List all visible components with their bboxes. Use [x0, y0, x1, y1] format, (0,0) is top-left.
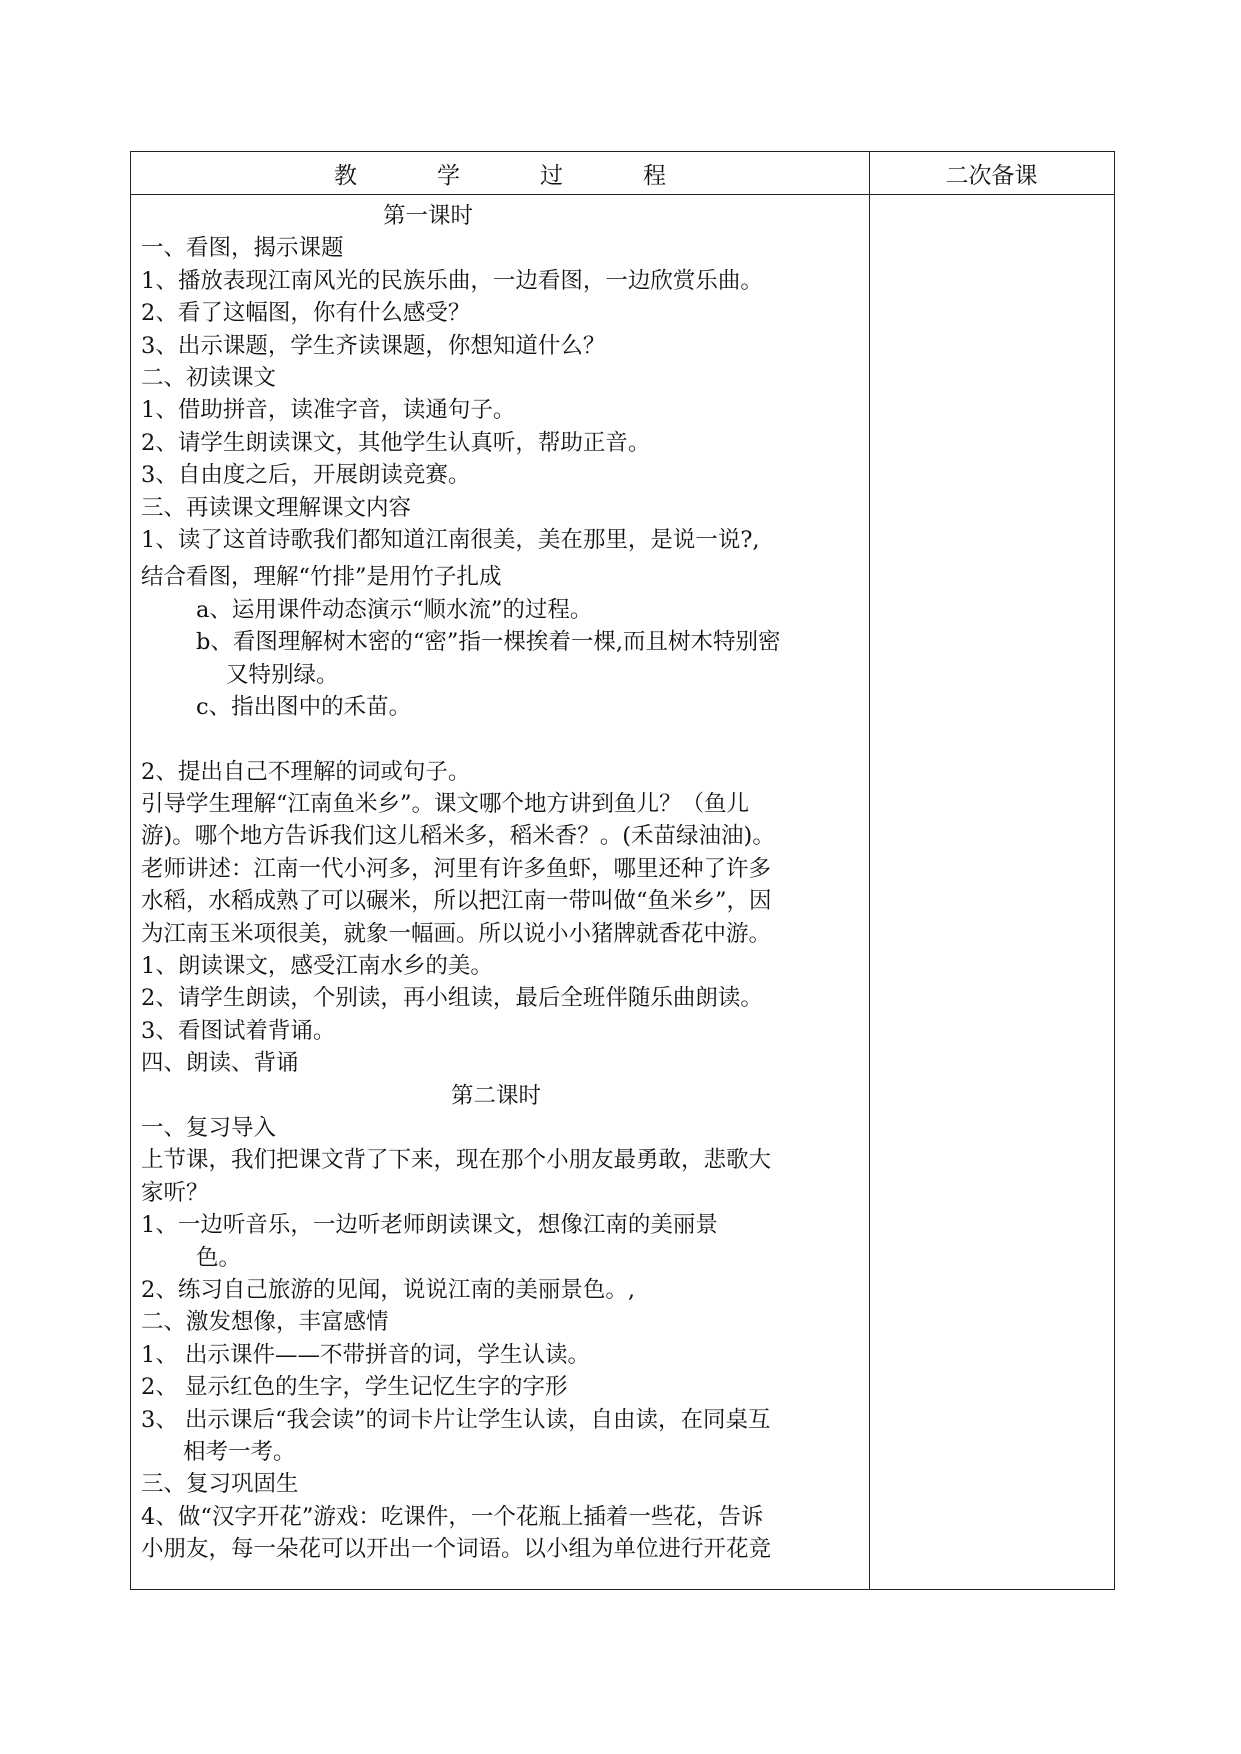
- second-prep-header: 二次备课: [945, 162, 1038, 189]
- text-line: 2、练习自己旅游的见闻，说说江南的美丽景色。,: [141, 1277, 635, 1303]
- text-line: 引导学生理解“江南鱼米乡”。课文哪个地方讲到鱼儿？（鱼儿: [141, 790, 750, 817]
- header-divider: [131, 194, 1114, 195]
- text-line: 1、朗读课文，感受江南水乡的美。: [141, 952, 493, 979]
- text-line: 1、一边听音乐，一边听老师朗读课文，想像江南的美丽景: [141, 1212, 718, 1239]
- text-line: 游)。哪个地方告诉我们这儿稻米多，稻米香？。(禾苗绿油油)。: [141, 823, 775, 850]
- blank-line: [141, 724, 861, 756]
- sub-item: c、指出图中的禾苗。: [196, 694, 412, 721]
- column-divider: [869, 152, 870, 1589]
- section-heading: 二、初读课文: [141, 365, 277, 392]
- lesson-one-title: 第一课时: [383, 203, 474, 229]
- header-char-3: 过: [540, 162, 563, 189]
- text-line: 1、借助拼音，读准字音，读通句子。: [141, 397, 516, 424]
- text-line: 1、读了这首诗歌我们都知道江南很美，美在那里，是说一说?,: [141, 527, 760, 554]
- teaching-process-content: [141, 200, 861, 1566]
- text-line: 2、请学生朗读课文，其他学生认真听，帮助正音。: [141, 429, 651, 456]
- text-line: 2、请学生朗读，个别读，再小组读，最后全班伴随乐曲朗读。: [141, 985, 763, 1012]
- text-line: 水稻，水稻成熟了可以碾米，所以把江南一带叫做“鱼米乡”，因: [141, 888, 772, 915]
- text-continuation: 相考一考。: [183, 1439, 296, 1466]
- teaching-process-header: [131, 152, 869, 194]
- text-line: 3、自由度之后，开展朗读竞赛。: [141, 462, 471, 489]
- sub-item-continuation: 又特别绿。: [226, 661, 339, 688]
- section-heading: 一、看图，揭示课题: [141, 235, 344, 262]
- text-line: 2、看了这幅图，你有什么感受？: [141, 300, 471, 327]
- text-line: 结合看图，理解“竹排”是用竹子扎成: [141, 564, 502, 591]
- text-line: 2、提出自己不理解的词或句子。: [141, 758, 471, 785]
- text-line: 小朋友，每一朵花可以开出一个词语。以小组为单位进行开花竞: [141, 1536, 772, 1563]
- section-heading: 四、朗读、背诵: [141, 1050, 299, 1077]
- text-line: 上节课，我们把课文背了下来，现在那个小朋友最勇敢，悲歌大: [141, 1147, 772, 1174]
- text-line: 3、 出示课后“我会读”的词卡片让学生认读，自由读，在同桌互: [141, 1406, 771, 1433]
- sub-item: b、看图理解树木密的“密”指一棵挨着一棵,而且树木特别密: [196, 629, 781, 656]
- text-line: 1、播放表现江南风光的民族乐曲，一边看图，一边欣赏乐曲。: [141, 267, 763, 294]
- header-char-2: 学: [437, 162, 460, 189]
- text-line: 4、做“汉字开花”游戏：吃课件，一个花瓶上插着一些花，告诉: [141, 1503, 764, 1530]
- sub-item: a、运用课件动态演示“顺水流”的过程。: [196, 596, 593, 623]
- section-heading: 二、激发想像，丰富感情: [141, 1309, 389, 1336]
- text-line: 3、看图试着背诵。: [141, 1017, 336, 1044]
- text-continuation: 色。: [196, 1244, 242, 1271]
- lesson-plan-table: [130, 151, 1115, 1590]
- text-line: 老师讲述：江南一代小河多，河里有许多鱼虾，哪里还种了许多: [141, 855, 772, 882]
- header-char-4: 程: [643, 162, 666, 189]
- section-heading: 一、复习导入: [141, 1114, 277, 1141]
- text-line: 2、 显示红色的生字，学生记忆生字的字形: [141, 1374, 568, 1401]
- section-heading: 三、再读课文理解课文内容: [141, 494, 412, 521]
- lesson-two-title: 第二课时: [451, 1082, 542, 1109]
- header-char-1: 教: [334, 162, 357, 189]
- section-heading: 三、复习巩固生: [141, 1471, 299, 1498]
- text-line: 为江南玉米项很美，就象一幅画。所以说小小猪牌就香花中游。: [141, 920, 772, 947]
- text-line: 1、 出示课件——不带拼音的词，学生认读。: [141, 1341, 590, 1368]
- text-line: 3、出示课题，学生齐读课题，你想知道什么？: [141, 332, 606, 359]
- text-line: 家听？: [141, 1179, 209, 1206]
